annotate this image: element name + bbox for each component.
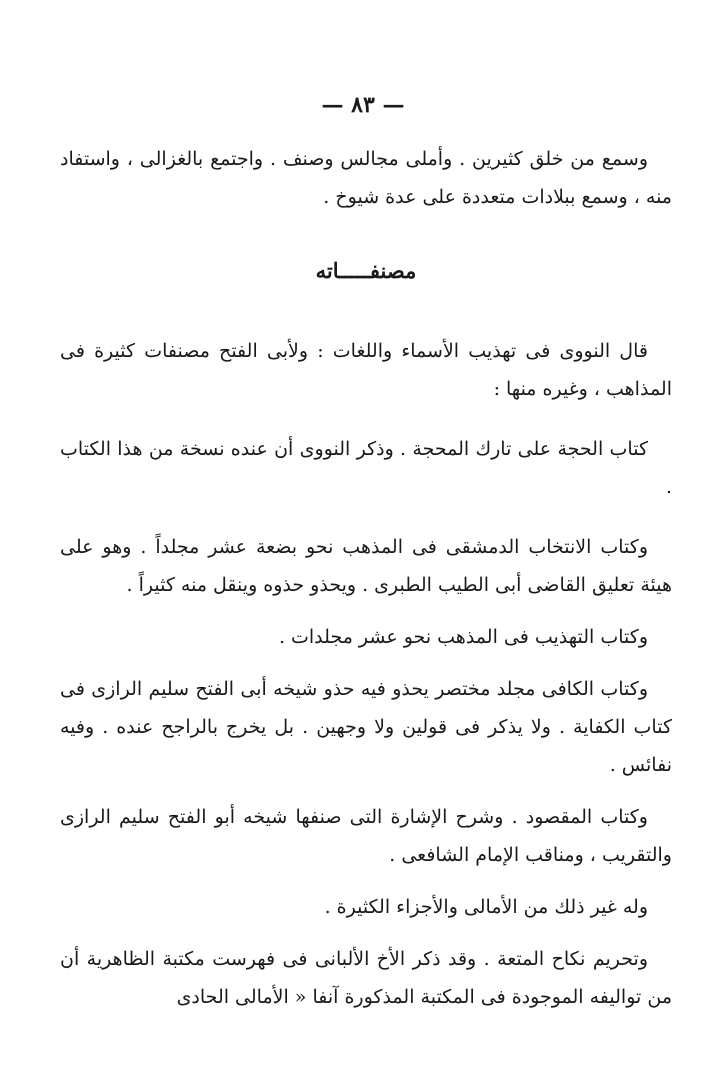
paragraph-5: وكتاب الكافى مجلد مختصر يحذو فيه حذو شيخه أبى الفتح سليم الرازى فى كتاب الكفاية . ولا يذكر فى قولين ولا وجهين . بل يخرج بالراجح عنده . وفيه نفائس . bbox=[60, 678, 672, 776]
intro-paragraph: وسمع من خلق كثيرين . وأملى مجالس وصنف . واجتمع بالغزالى ، واستفاد منه ، وسمع ببلادات متعددة على عدة شيوخ . bbox=[60, 148, 672, 208]
paragraph-1: قال النووى فى تهذيب الأسماء واللغات : ولأبى الفتح مصنفات كثيرة فى المذاهب ، وغيره منها : bbox=[60, 340, 672, 400]
body-text bbox=[60, 140, 672, 1030]
paragraph-8: وتحريم نكاح المتعة . وقد ذكر الأخ الألبانى فى فهرست مكتبة الظاهرية أن من تواليفه الموجودة فى المكتبة المذكورة آنفا « الأمالى الحادى bbox=[60, 948, 672, 1008]
paragraph-6: وكتاب المقصود . وشرح الإشارة التى صنفها شيخه أبو الفتح سليم الرازى والتقريب ، ومناقب الإمام الشافعى . bbox=[60, 806, 672, 866]
paragraph-2: كتاب الحجة على تارك المحجة . وذكر النووى أن عنده نسخة من هذا الكتاب . bbox=[60, 438, 672, 498]
paragraph-3: وكتاب الانتخاب الدمشقى فى المذهب نحو بضعة عشر مجلداً . وهو على هيئة تعليق القاضى أبى الطيب الطبرى . ويحذو حذوه وينقل منه كثيراً . bbox=[60, 536, 672, 596]
page-number: — ٨٣ — bbox=[321, 92, 405, 118]
paragraph-4: وكتاب التهذيب فى المذهب نحو عشر مجلدات . bbox=[278, 626, 648, 648]
paragraph-7: وله غير ذلك من الأمالى والأجزاء الكثيرة . bbox=[324, 896, 648, 918]
section-heading: مصنفـــــاته bbox=[315, 258, 417, 283]
